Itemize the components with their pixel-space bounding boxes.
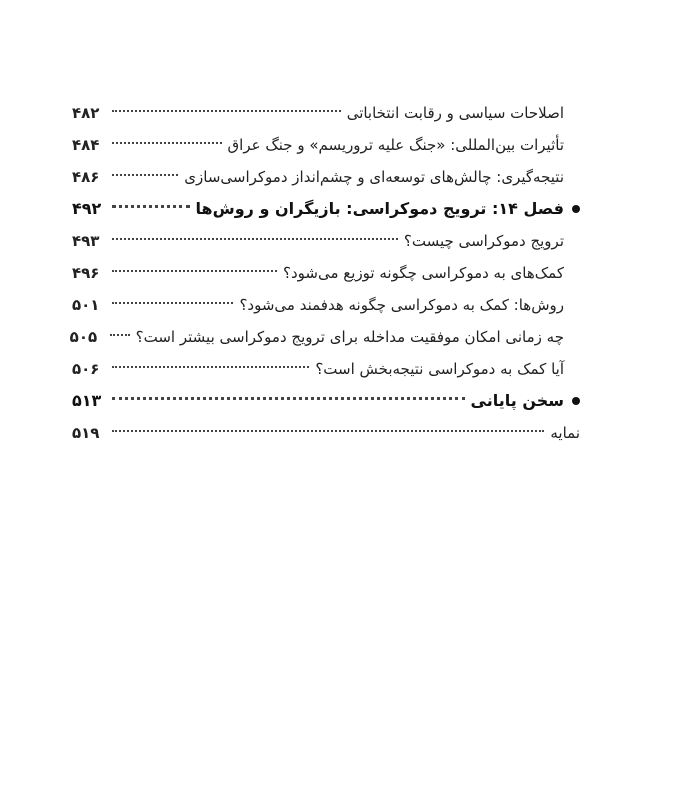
toc-entry-page: ۴۹۳ xyxy=(72,232,100,250)
dot-leader xyxy=(112,397,465,400)
toc-index[interactable] xyxy=(72,417,580,449)
toc-entry-title: آیا کمک به دموکراسی نتیجه‌بخش است؟ xyxy=(315,360,564,378)
toc-closing-remarks[interactable] xyxy=(72,385,580,417)
toc-entry-page: ۵۰۱ xyxy=(72,296,100,314)
toc-entry-title: روش‌ها: کمک به دموکراسی چگونه هدفمند می‌شود؟ xyxy=(239,296,564,314)
toc-entry[interactable] xyxy=(72,257,580,289)
table-of-contents xyxy=(69,97,580,449)
toc-entry-title: تأثیرات بین‌المللی: «جنگ علیه تروریسم» و جنگ عراق xyxy=(227,136,564,154)
dot-leader xyxy=(112,174,178,176)
toc-entry-title: نتیجه‌گیری: چالش‌های توسعه‌ای و چشم‌انداز دموکراسی‌سازی xyxy=(184,168,564,186)
bullet-icon xyxy=(572,205,580,213)
toc-chapter-page: ۵۱۳ xyxy=(72,391,102,410)
toc-entry-page: ۵۰۶ xyxy=(72,360,100,378)
dot-leader xyxy=(112,110,341,112)
toc-entry-title: ترویج دموکراسی چیست؟ xyxy=(403,232,564,250)
dot-leader xyxy=(112,142,222,144)
toc-entry[interactable] xyxy=(72,289,580,321)
toc-entry-page: ۵۰۵ xyxy=(69,328,98,346)
toc-entry-title: کمک‌های به دموکراسی چگونه توزیع می‌شود؟ xyxy=(283,264,564,282)
toc-entry-page: ۴۹۶ xyxy=(72,264,100,282)
toc-entry-title: چه زمانی امکان موفقیت مداخله برای ترویج دموکراسی بیشتر است؟ xyxy=(135,328,564,346)
toc-chapter-title: سخن پایانی xyxy=(470,391,564,410)
toc-entry-title: اصلاحات سیاسی و رقابت انتخاباتی xyxy=(346,104,564,122)
toc-entry-page: ۴۸۲ xyxy=(72,104,100,122)
bullet-icon xyxy=(572,397,580,405)
dot-leader xyxy=(112,366,309,368)
dot-leader xyxy=(112,430,544,432)
dot-leader xyxy=(110,334,130,336)
dot-leader xyxy=(112,205,190,208)
toc-entry[interactable] xyxy=(72,129,580,161)
dot-leader xyxy=(112,270,277,272)
toc-entry-page: ۴۸۴ xyxy=(72,136,100,154)
toc-entry[interactable] xyxy=(72,225,580,257)
toc-chapter-14[interactable] xyxy=(72,193,580,225)
toc-entry[interactable] xyxy=(72,353,580,385)
toc-chapter-page: ۴۹۲ xyxy=(72,199,102,218)
toc-entry[interactable] xyxy=(72,97,580,129)
dot-leader xyxy=(112,302,233,304)
toc-entry-page: ۵۱۹ xyxy=(72,424,100,442)
toc-chapter-title: فصل ۱۴: ترویج دموکراسی: بازیگران و روش‌ها xyxy=(195,199,564,218)
toc-entry[interactable] xyxy=(72,161,580,193)
toc-entry[interactable] xyxy=(69,321,580,353)
toc-entry-page: ۴۸۶ xyxy=(72,168,100,186)
toc-entry-title: نمایه xyxy=(550,424,580,442)
dot-leader xyxy=(112,238,398,240)
